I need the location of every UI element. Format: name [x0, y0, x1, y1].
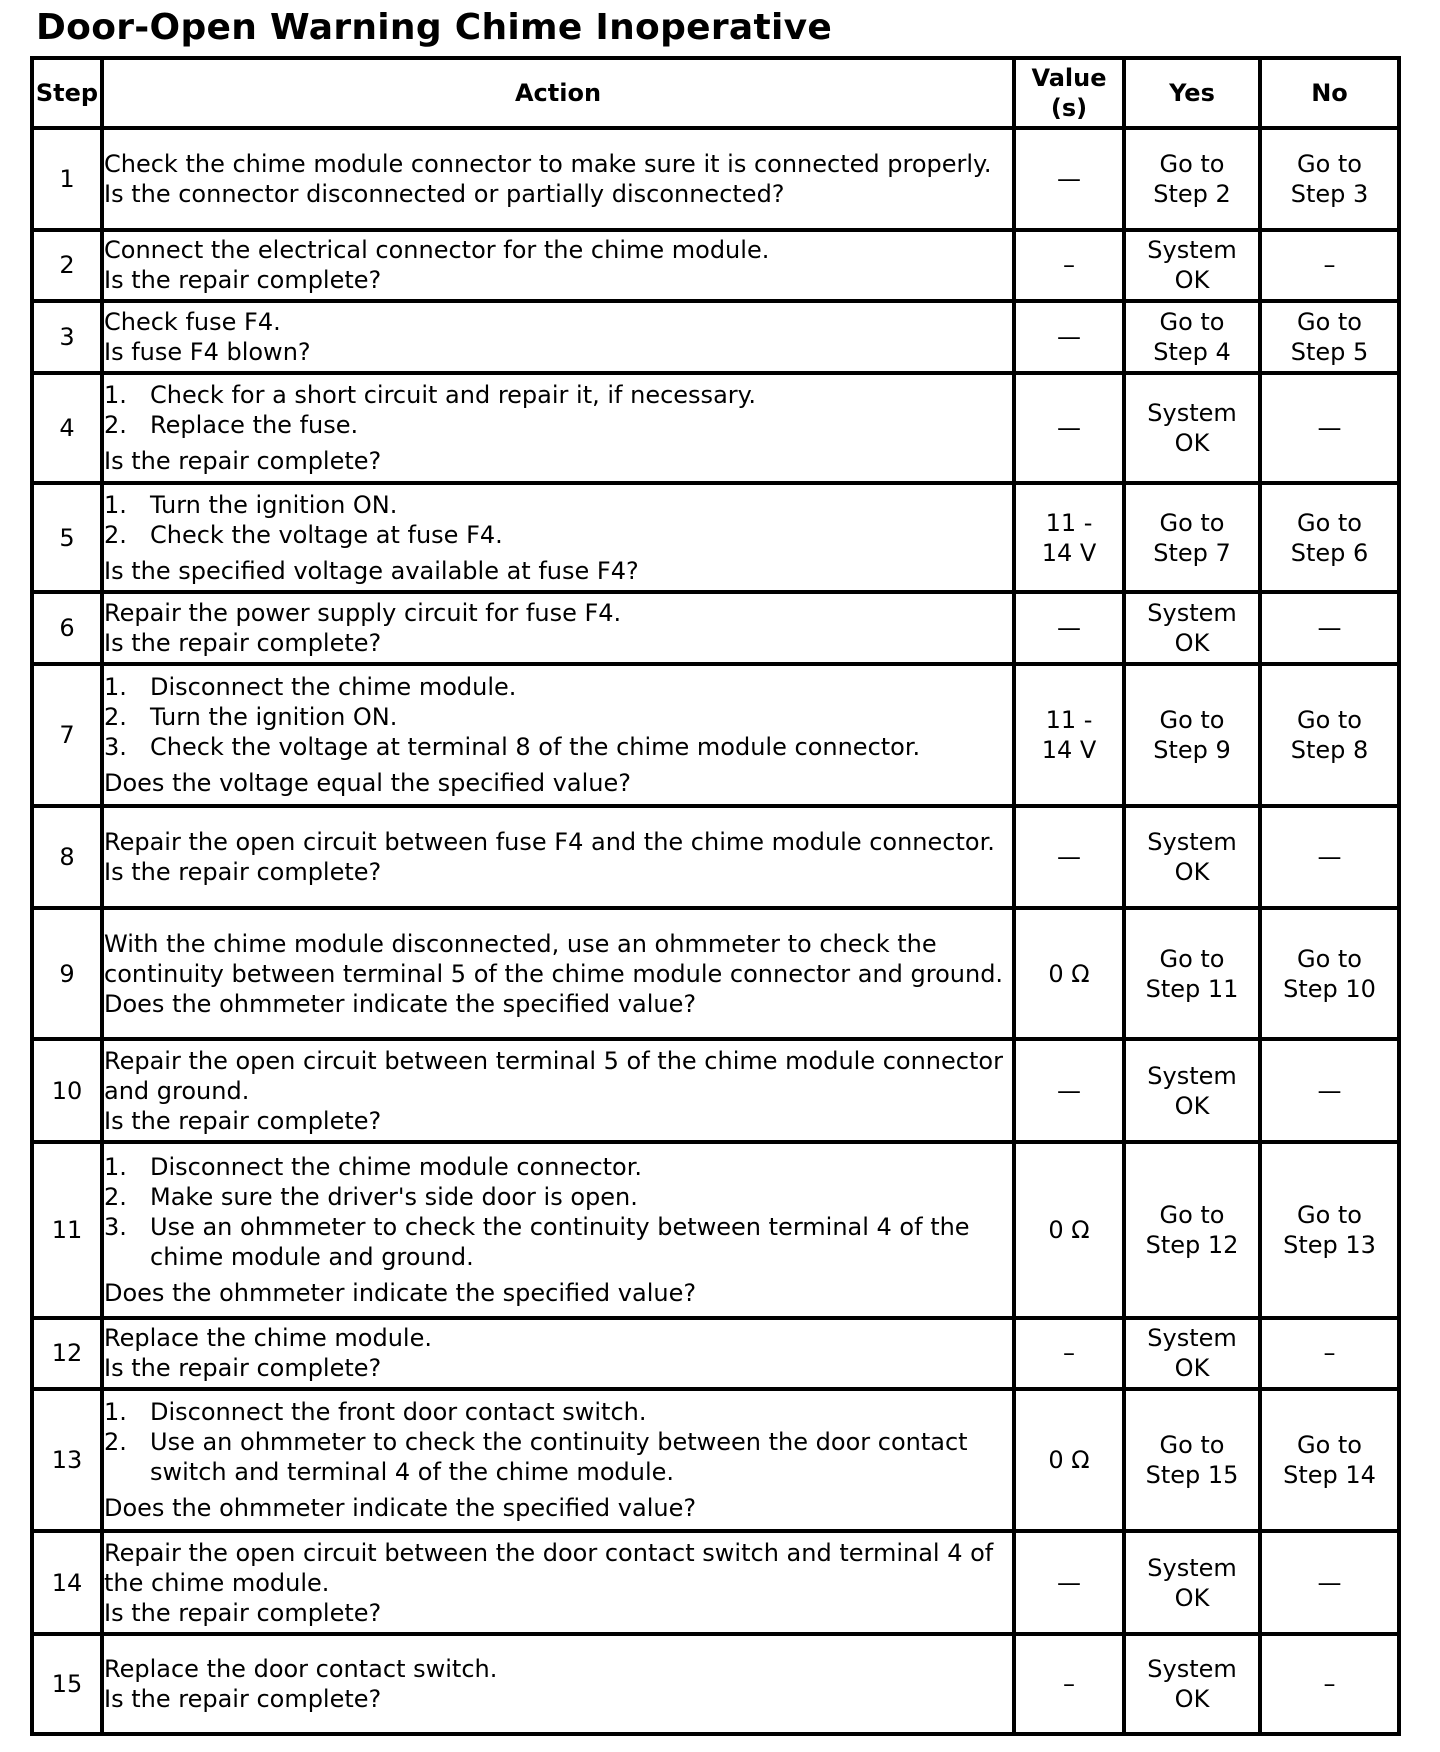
step-cell: 13 [32, 1389, 102, 1531]
value-cell-line2: 14 V [1041, 735, 1097, 764]
yes-cell-line1: System [1147, 828, 1237, 857]
list-item [104, 672, 1012, 702]
list-item-text: Disconnect the chime module. [150, 672, 517, 701]
action-cell [102, 908, 1014, 1039]
yes-cell-line2: OK [1174, 1091, 1210, 1120]
value-cell [1014, 806, 1124, 908]
no-cell [1260, 806, 1399, 908]
action-text: Repair the open circuit between fuse F4 and the chime module connector. [104, 828, 995, 857]
value-cell [1014, 1389, 1124, 1531]
no-cell [1260, 592, 1399, 663]
value-cell-line1: — [1057, 323, 1081, 352]
value-cell-line1: 11 - [1045, 508, 1093, 537]
action-cell [102, 1531, 1014, 1634]
value-cell-line1: — [1057, 1568, 1081, 1597]
table-row [32, 373, 1399, 483]
header-action: Action [102, 58, 1014, 128]
table-header-row [32, 58, 1399, 128]
no-cell [1260, 1142, 1399, 1317]
step-cell: 12 [32, 1318, 102, 1389]
value-cell [1014, 1142, 1124, 1317]
action-steps-list [104, 490, 1012, 550]
action-text: Replace the chime module. [104, 1324, 432, 1353]
action-text: Is the repair complete? [104, 1354, 382, 1383]
yes-cell-line1: System [1147, 1061, 1237, 1090]
table-row [32, 1389, 1399, 1531]
no-cell [1260, 128, 1399, 230]
action-text: Is fuse F4 blown? [104, 338, 311, 367]
yes-cell-line2: OK [1174, 629, 1210, 658]
list-item-text: Check the voltage at terminal 8 of the chime module connector. [150, 732, 921, 761]
yes-cell-line2: Step 15 [1145, 1461, 1239, 1490]
action-text: Is the connector disconnected or partially disconnected? [104, 179, 785, 208]
header-step: Step [32, 58, 102, 128]
yes-cell-line2: Step 9 [1153, 735, 1231, 764]
list-item-number: 3. [104, 732, 127, 761]
no-cell-line1: Go to [1296, 705, 1362, 734]
list-item-number: 1. [104, 1398, 127, 1427]
yes-cell [1124, 373, 1260, 483]
table-body [32, 128, 1399, 1734]
yes-cell-line2: OK [1174, 1685, 1210, 1714]
header-value [1014, 58, 1124, 128]
action-question: Does the voltage equal the specified value? [104, 768, 632, 797]
list-item [104, 520, 1012, 550]
step-cell: 9 [32, 908, 102, 1039]
table-row [32, 1039, 1399, 1142]
list-item-number: 1. [104, 381, 127, 410]
action-text: Is the repair complete? [104, 266, 382, 295]
step-cell: 10 [32, 1039, 102, 1142]
value-cell [1014, 230, 1124, 301]
yes-cell-line2: Step 4 [1153, 338, 1231, 367]
action-cell [102, 1389, 1014, 1531]
no-cell-line1: Go to [1296, 149, 1362, 178]
list-item-text: Check for a short circuit and repair it, if necessary. [150, 381, 757, 410]
value-cell-line1: – [1063, 251, 1075, 280]
no-cell-line2: Step 14 [1283, 1461, 1376, 1490]
no-cell-line1: – [1323, 1670, 1336, 1699]
yes-cell-line1: System [1147, 1324, 1237, 1353]
yes-cell-line2: OK [1174, 1354, 1210, 1383]
yes-cell-line1: System [1147, 399, 1237, 428]
no-cell-line1: — [1317, 614, 1342, 643]
table-row [32, 230, 1399, 301]
yes-cell [1124, 230, 1260, 301]
action-text: Is the repair complete? [104, 1106, 382, 1135]
action-text: Check fuse F4. [104, 308, 281, 337]
list-item-text: Disconnect the front door contact switch. [150, 1398, 647, 1427]
no-cell-line1: – [1323, 251, 1336, 280]
action-text: Does the ohmmeter indicate the specified value? [104, 989, 697, 1018]
no-cell-line1: Go to [1296, 1431, 1362, 1460]
list-item [104, 410, 1012, 440]
list-item-number: 1. [104, 672, 127, 701]
action-cell [102, 592, 1014, 663]
action-cell [102, 230, 1014, 301]
list-item [104, 380, 1012, 410]
list-item-number: 1. [104, 1153, 127, 1181]
yes-cell-line1: Go to [1159, 944, 1225, 973]
value-cell-line1: – [1063, 1339, 1075, 1368]
no-cell [1260, 1634, 1399, 1734]
table-row [32, 301, 1399, 373]
no-cell-line2: Step 13 [1283, 1231, 1376, 1259]
step-cell: 3 [32, 301, 102, 373]
yes-cell-line1: System [1147, 1553, 1237, 1582]
action-cell [102, 373, 1014, 483]
list-item-number: 2. [104, 1183, 127, 1211]
diagnostic-table [30, 56, 1401, 1736]
action-steps-list [104, 1152, 1012, 1272]
yes-cell-line2: OK [1174, 1583, 1210, 1612]
list-item [104, 702, 1012, 732]
step-cell: 7 [32, 664, 102, 806]
value-cell-line1: 0 Ω [1048, 1446, 1090, 1475]
yes-cell-line2: OK [1174, 266, 1210, 295]
list-item-text: Turn the ignition ON. [150, 490, 398, 519]
table-row [32, 664, 1399, 806]
yes-cell [1124, 592, 1260, 663]
yes-cell-line1: System [1147, 1655, 1237, 1684]
step-cell: 8 [32, 806, 102, 908]
action-text: Is the repair complete? [104, 629, 382, 658]
value-cell-line1: — [1057, 614, 1081, 643]
yes-cell-line1: Go to [1159, 705, 1225, 734]
list-item [104, 490, 1012, 520]
value-cell [1014, 373, 1124, 483]
value-cell-line1: — [1057, 1076, 1081, 1105]
yes-cell [1124, 664, 1260, 806]
yes-cell-line2: Step 7 [1153, 538, 1231, 567]
no-cell-line2: Step 5 [1290, 338, 1369, 367]
action-cell [102, 483, 1014, 593]
header-no: No [1260, 58, 1399, 128]
list-item-number: 2. [104, 411, 127, 440]
no-cell [1260, 483, 1399, 593]
action-question: Does the ohmmeter indicate the specified value? [104, 1279, 697, 1307]
yes-cell-line2: Step 2 [1153, 179, 1231, 208]
yes-cell [1124, 1142, 1260, 1317]
action-cell [102, 1039, 1014, 1142]
action-text: Repair the open circuit between terminal 5 of the chime module connector and ground. [104, 1046, 1011, 1105]
action-cell [102, 806, 1014, 908]
no-cell-line2: Step 6 [1290, 538, 1369, 567]
no-cell-line1: — [1317, 1076, 1342, 1105]
yes-cell [1124, 1634, 1260, 1734]
yes-cell [1124, 1039, 1260, 1142]
value-cell-line1: — [1057, 164, 1081, 193]
yes-cell-line1: System [1147, 599, 1237, 628]
list-item [104, 1152, 1012, 1182]
list-item [104, 1397, 1012, 1427]
list-item-text: Make sure the driver's side door is open. [150, 1183, 638, 1211]
yes-cell-line2: Step 12 [1145, 1231, 1239, 1259]
action-text: Is the repair complete? [104, 1685, 382, 1714]
list-item-text: Disconnect the chime module connector. [150, 1153, 643, 1181]
table-row [32, 908, 1399, 1039]
list-item-number: 2. [104, 520, 127, 549]
table-row [32, 592, 1399, 663]
yes-cell [1124, 908, 1260, 1039]
list-item-number: 1. [104, 490, 127, 519]
value-cell [1014, 908, 1124, 1039]
action-text: With the chime module disconnected, use an ohmmeter to check the continuity between terminal 5 of the chime module connector and ground. [104, 929, 1004, 988]
value-cell [1014, 1531, 1124, 1634]
no-cell-line2: Step 8 [1290, 735, 1369, 764]
value-cell [1014, 483, 1124, 593]
yes-cell-line2: OK [1174, 429, 1210, 458]
no-cell-line1: — [1317, 843, 1342, 872]
table-row [32, 483, 1399, 593]
no-cell-line1: – [1323, 1339, 1336, 1368]
action-text: Repair the open circuit between the door contact switch and terminal 4 of the chime module. [104, 1538, 1001, 1597]
list-item [104, 1212, 1012, 1272]
no-cell-line2: Step 10 [1283, 974, 1376, 1003]
no-cell [1260, 1039, 1399, 1142]
value-cell-line1: — [1057, 414, 1081, 443]
list-item-text: Replace the fuse. [150, 411, 359, 440]
value-cell [1014, 664, 1124, 806]
value-cell [1014, 1039, 1124, 1142]
header-value-line2: (s) [1050, 94, 1088, 122]
step-cell: 2 [32, 230, 102, 301]
value-cell-line1: — [1057, 843, 1081, 872]
step-cell: 14 [32, 1531, 102, 1634]
action-cell [102, 1634, 1014, 1734]
yes-cell-line1: Go to [1159, 508, 1225, 537]
yes-cell [1124, 128, 1260, 230]
no-cell-line1: — [1317, 414, 1342, 443]
yes-cell [1124, 806, 1260, 908]
action-text: Replace the door contact switch. [104, 1655, 498, 1684]
no-cell [1260, 1389, 1399, 1531]
no-cell-line1: Go to [1296, 308, 1362, 337]
list-item-text: Turn the ignition ON. [150, 702, 398, 731]
yes-cell-line1: Go to [1159, 308, 1225, 337]
action-cell [102, 1318, 1014, 1389]
no-cell [1260, 373, 1399, 483]
yes-cell [1124, 301, 1260, 373]
action-cell [102, 664, 1014, 806]
list-item [104, 732, 1012, 762]
list-item-text: Check the voltage at fuse F4. [150, 520, 503, 549]
action-question: Is the specified voltage available at fuse F4? [104, 556, 639, 585]
value-cell-line1: 11 - [1045, 705, 1093, 734]
page-title: Door-Open Warning Chime Inoperative [36, 7, 833, 48]
step-cell: 11 [32, 1142, 102, 1317]
yes-cell-line1: Go to [1159, 149, 1225, 178]
table-row [32, 1634, 1399, 1734]
yes-cell-line2: OK [1174, 858, 1210, 887]
value-cell-line1: – [1063, 1670, 1075, 1699]
list-item-text: Use an ohmmeter to check the continuity between terminal 4 of the chime module and ground. [150, 1213, 970, 1271]
yes-cell [1124, 1531, 1260, 1634]
table-row [32, 128, 1399, 230]
no-cell [1260, 664, 1399, 806]
action-text: Connect the electrical connector for the chime module. [104, 236, 770, 265]
no-cell [1260, 1318, 1399, 1389]
yes-cell-line1: System [1147, 236, 1237, 265]
list-item-text: Use an ohmmeter to check the continuity between the door contact switch and terminal 4 of the chime module. [150, 1428, 968, 1487]
no-cell-line1: Go to [1296, 1201, 1362, 1229]
value-cell [1014, 1634, 1124, 1734]
list-item-number: 2. [104, 702, 127, 731]
no-cell [1260, 230, 1399, 301]
table-row [32, 1531, 1399, 1634]
action-steps-list [104, 380, 1012, 440]
no-cell [1260, 1531, 1399, 1634]
list-item [104, 1182, 1012, 1212]
value-cell [1014, 592, 1124, 663]
action-text: Repair the power supply circuit for fuse F4. [104, 599, 622, 628]
no-cell [1260, 301, 1399, 373]
step-cell: 6 [32, 592, 102, 663]
header-yes: Yes [1124, 58, 1260, 128]
no-cell-line1: — [1317, 1568, 1342, 1597]
step-cell: 4 [32, 373, 102, 483]
yes-cell-line1: Go to [1159, 1201, 1225, 1229]
yes-cell [1124, 483, 1260, 593]
header-value-line1: Value [1031, 64, 1107, 92]
value-cell-line2: 14 V [1041, 538, 1097, 567]
no-cell-line1: Go to [1296, 944, 1362, 973]
list-item-number: 3. [104, 1213, 127, 1241]
action-cell [102, 128, 1014, 230]
value-cell [1014, 1318, 1124, 1389]
action-steps-list [104, 672, 1012, 762]
table-row [32, 1142, 1399, 1317]
table-row [32, 1318, 1399, 1389]
action-steps-list [104, 1397, 1012, 1487]
list-item-number: 2. [104, 1428, 127, 1457]
action-question: Does the ohmmeter indicate the specified value? [104, 1494, 697, 1523]
step-cell: 5 [32, 483, 102, 593]
yes-cell-line2: Step 11 [1145, 974, 1239, 1003]
yes-cell [1124, 1389, 1260, 1531]
action-cell [102, 301, 1014, 373]
step-cell: 1 [32, 128, 102, 230]
value-cell [1014, 128, 1124, 230]
no-cell-line1: Go to [1296, 508, 1362, 537]
no-cell-line2: Step 3 [1290, 179, 1369, 208]
action-text: Check the chime module connector to make sure it is connected properly. [104, 149, 992, 178]
yes-cell [1124, 1318, 1260, 1389]
action-text: Is the repair complete? [104, 1598, 382, 1627]
yes-cell-line1: Go to [1159, 1431, 1225, 1460]
value-cell-line1: 0 Ω [1048, 959, 1090, 988]
list-item [104, 1427, 1012, 1487]
no-cell [1260, 908, 1399, 1039]
action-cell [102, 1142, 1014, 1317]
action-text: Is the repair complete? [104, 858, 382, 887]
value-cell [1014, 301, 1124, 373]
step-cell: 15 [32, 1634, 102, 1734]
table-row [32, 806, 1399, 908]
action-question: Is the repair complete? [104, 447, 382, 476]
value-cell-line1: 0 Ω [1048, 1216, 1090, 1244]
